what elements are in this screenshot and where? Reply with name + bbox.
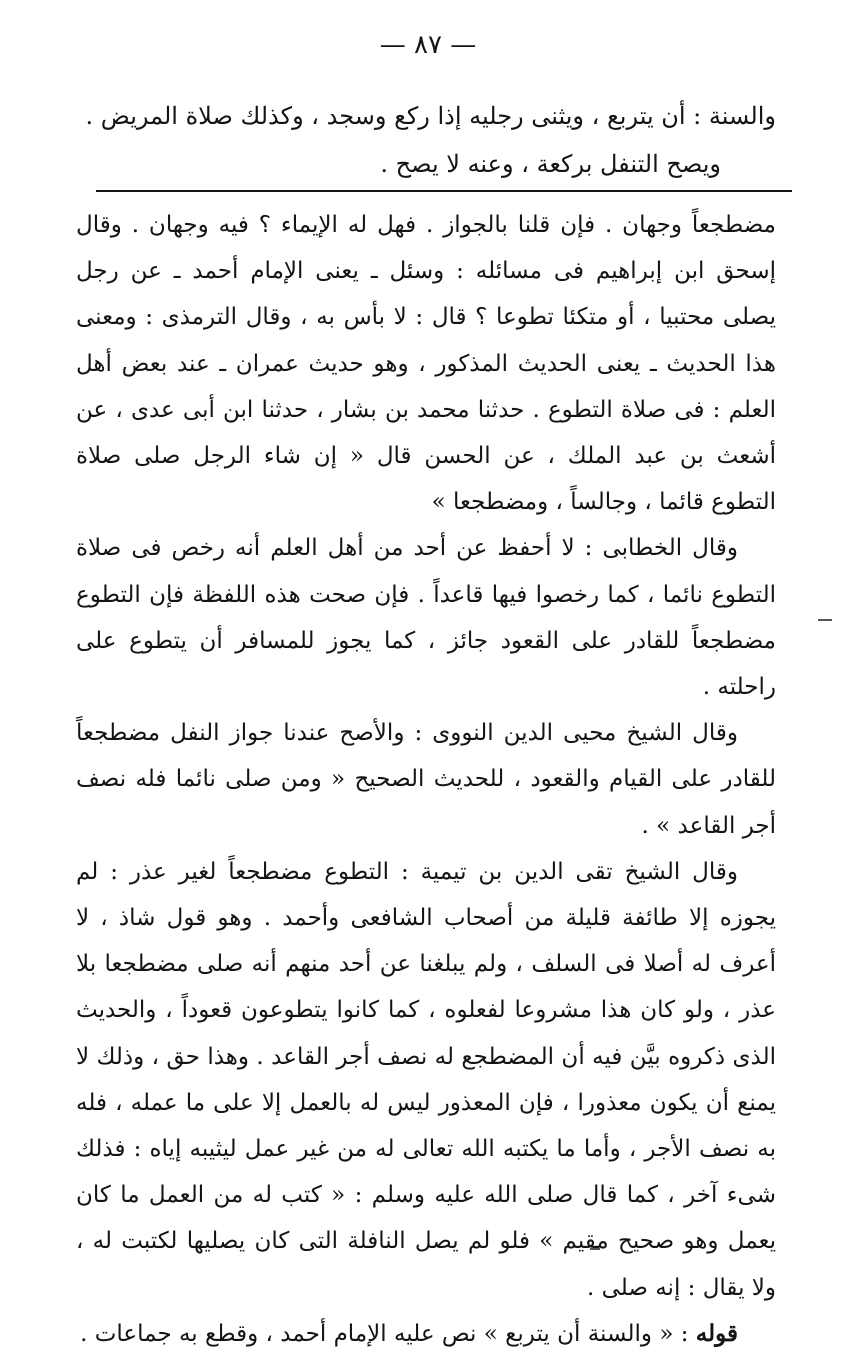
main-text bbox=[76, 92, 776, 188]
commentary-paragraph: وقال الشيخ تقى الدين بن تيمية : التطوع مضطجعاً لغير عذر : لم يجوزه إلا طائفة قليلة من أصحاب الشافعى وأحمد . وهو قول شاذ ، لا أعرف له أصلا فى السلف ، ولم يبلغنا عن أحد منهم أنه صلى مضطجعا بلا عذر ، ولو كان هذا مشروعا لفعلوه ، كما كانوا يتطوعون قعوداً ، والحديث الذى ذكروه بيَّن فيه أن المضطجع له نصف أجر القاعد . وهذا حق ، وذلك لا يمنع أن يكون معذورا ، فإن المعذور ليس له بالعمل إلا على ما عمله ، فله به نصف الأجر ، وأما ما يكتبه الله تعالى له من غير عمل ليثيبه إياه : فذلك شىء آخر ، كما قال صلى الله عليه وسلم : « كتب له من العمل ما كان يعمل وهو صحيح مقيم » فلو لم يصل النافلة التى كان يصليها لكتبت له ، ولا يقال : إنه صلى . bbox=[76, 858, 776, 1301]
main-text-line: والسنة : أن يتربع ، ويثنى رجليه إذا ركع وسجد ، وكذلك صلاة المريض . bbox=[85, 102, 776, 130]
margin-mark bbox=[818, 619, 832, 621]
commentary-paragraph: مضطجعاً وجهان . فإن قلنا بالجواز . فهل له الإيماء ؟ فيه وجهان . وقال إسحق ابن إبراهيم فى مسائله : وسئل ـ يعنى الإمام أحمد ـ عن رجل يصلى محتبيا ، أو متكئا تطوعا ؟ قال : لا بأس به ، وقال الترمذى : ومعنى هذا الحديث ـ يعنى الحديث المذكور ، وهو حديث عمران ـ عند بعض أهل العلم : فى صلاة التطوع . حدثنا محمد بن بشار ، حدثنا ابن أبى عدى ، عن أشعث بن عبد الملك ، عن الحسن قال « إن شاء الرجل صلى صلاة التطوع قائما ، وجالساً ، ومضطجعا » bbox=[76, 212, 776, 516]
commentary-paragraph: وقال الشيخ محيى الدين النووى : والأصح عندنا جواز النفل مضطجعاً للقادر على القيام والقعود ، للحديث الصحيح « ومن صلى نائما فله نصف أجر القاعد » . bbox=[76, 720, 776, 839]
main-text-line: ويصح التنفل بركعة ، وعنه لا يصح . bbox=[380, 150, 721, 178]
margin-mark bbox=[590, 1248, 600, 1250]
commentary-last-line bbox=[76, 1311, 776, 1357]
commentary-last-line-text: : « والسنة أن يتربع » نص عليه الإمام أحمد ، وقطع به جماعات . bbox=[80, 1320, 689, 1347]
page-number: — ٨٧ — bbox=[379, 30, 477, 60]
qawluhu-label: قوله bbox=[695, 1319, 738, 1347]
commentary-text bbox=[76, 202, 776, 1357]
commentary-paragraph: وقال الخطابى : لا أحفظ عن أحد من أهل العلم أنه رخص فى صلاة التطوع نائما ، كما رخصوا فيها قاعداً . فإن صحت هذه اللفظة فإن التطوع مضطجعاً للقادر على القعود جائز ، كما يجوز للمسافر أن يتطوع على راحلته . bbox=[76, 535, 776, 701]
divider-line bbox=[96, 190, 792, 192]
